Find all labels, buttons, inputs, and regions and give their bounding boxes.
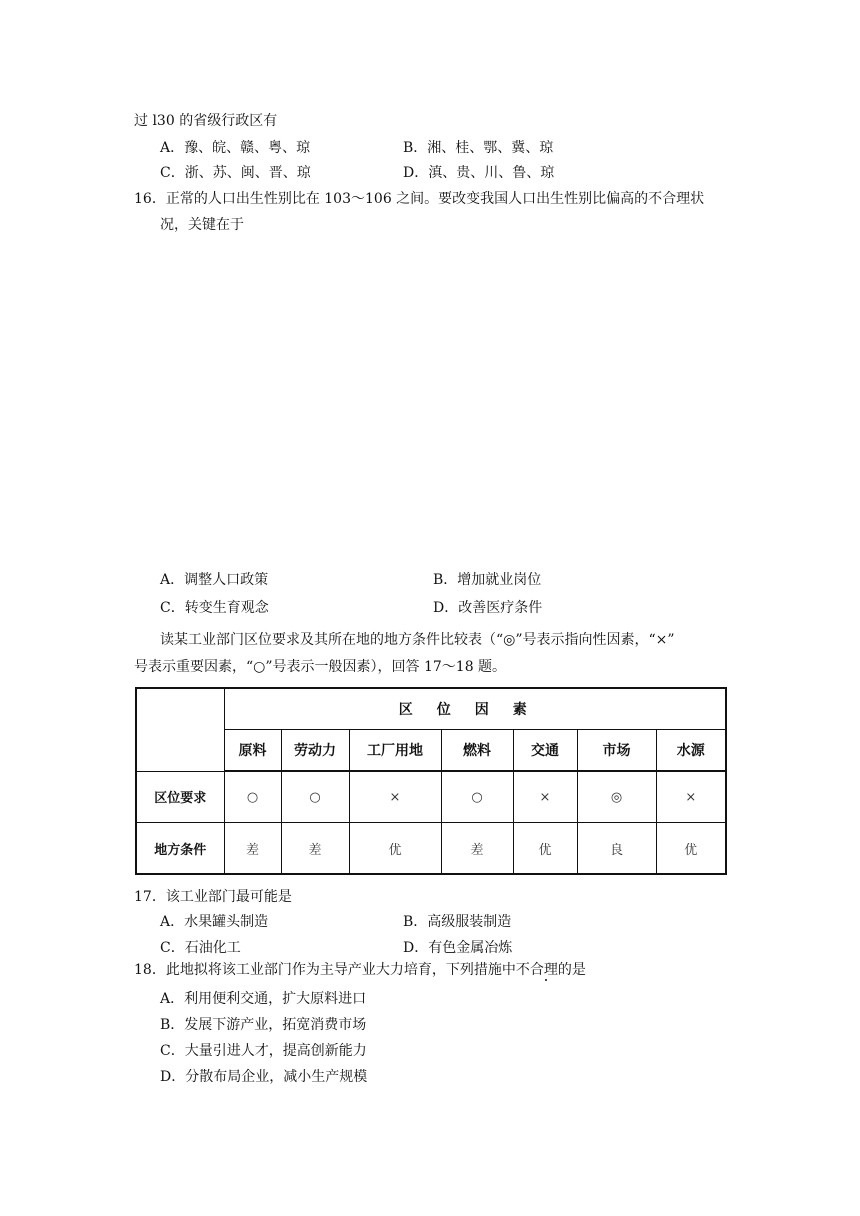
q16-option-a: A．调整人口政策 [160,572,269,588]
q15-option-c: C．浙、苏、闽、晋、琼 [160,165,311,181]
q15-stem-tail: 过 l30 的省级行政区有 [134,113,278,129]
table-corner-cell [136,688,224,771]
q16-number: 16． [134,191,166,207]
location-factor-table [135,687,727,875]
table-cell: 优 [656,823,726,875]
q15-option-d: D．滇、贵、川、鲁、琼 [403,165,555,181]
header-transport: 交通 [513,730,577,772]
q16-stem-text: 正常的人口出生性别比在 103～106 之间。要改变我国人口出生性别比偏高的不合理状 [165,191,705,207]
table-cell: ○ [281,771,349,823]
q16-stem-line2: 况，关键在于 [160,217,244,233]
header-raw-material: 原料 [224,730,281,772]
header-market: 市场 [577,730,656,772]
q17-option-a: A．水果罐头制造 [160,914,269,930]
table-title: 区位因素 [224,688,726,730]
header-fuel: 燃料 [441,730,513,772]
q17-option-d: D．有色金属冶炼 [403,940,513,956]
q18-option-b: B．发展下游产业，拓宽消费市场 [160,1017,367,1033]
q15-option-a: A．豫、皖、赣、粤、琼 [160,140,311,156]
header-labor: 劳动力 [281,730,349,772]
intro-line2: 号表示重要因素，“○”号表示一般因素），回答 17～18 题。 [134,659,507,675]
q18-option-c: C．大量引进人才，提高创新能力 [160,1043,367,1059]
table-row [136,771,726,823]
table-cell: 良 [577,823,656,875]
table-cell: 差 [441,823,513,875]
intro-line1: 读某工业部门区位要求及其所在地的地方条件比较表（“◎”号表示指向性因素，“×” [160,632,675,648]
table-cell: × [656,771,726,823]
q18-stem: 18．此地拟将该工业部门作为主导产业大力培育，下列措施中不合理的是 [134,962,586,978]
q15-option-b: B．湘、桂、鄂、冀、琼 [403,140,554,156]
q18-option-d: D．分散布局企业，减小生产规模 [160,1069,368,1085]
q16-option-c: C．转变生育观念 [160,600,269,616]
table-cell: 差 [281,823,349,875]
q16-option-b: B．增加就业岗位 [433,572,542,588]
q18-option-a: A．利用便利交通，扩大原料进口 [160,991,367,1007]
header-factory-land: 工厂用地 [349,730,441,772]
table-cell: × [349,771,441,823]
q17-option-b: B．高级服装制造 [403,914,512,930]
q17-stem: 17．该工业部门最可能是 [134,889,292,905]
row-label-local-conditions: 地方条件 [136,823,224,875]
table-cell: ◎ [577,771,656,823]
table-cell: × [513,771,577,823]
q16-option-d: D．改善医疗条件 [433,600,543,616]
table-row [136,823,726,875]
q17-option-c: C．石油化工 [160,940,241,956]
table-cell: 优 [349,823,441,875]
table-cell: ○ [224,771,281,823]
emphasis-dot [545,979,547,981]
table-cell: ○ [441,771,513,823]
row-label-requirement: 区位要求 [136,771,224,823]
table-cell: 差 [224,823,281,875]
header-water: 水源 [656,730,726,772]
table-cell: 优 [513,823,577,875]
q16-stem-line1 [134,190,704,208]
